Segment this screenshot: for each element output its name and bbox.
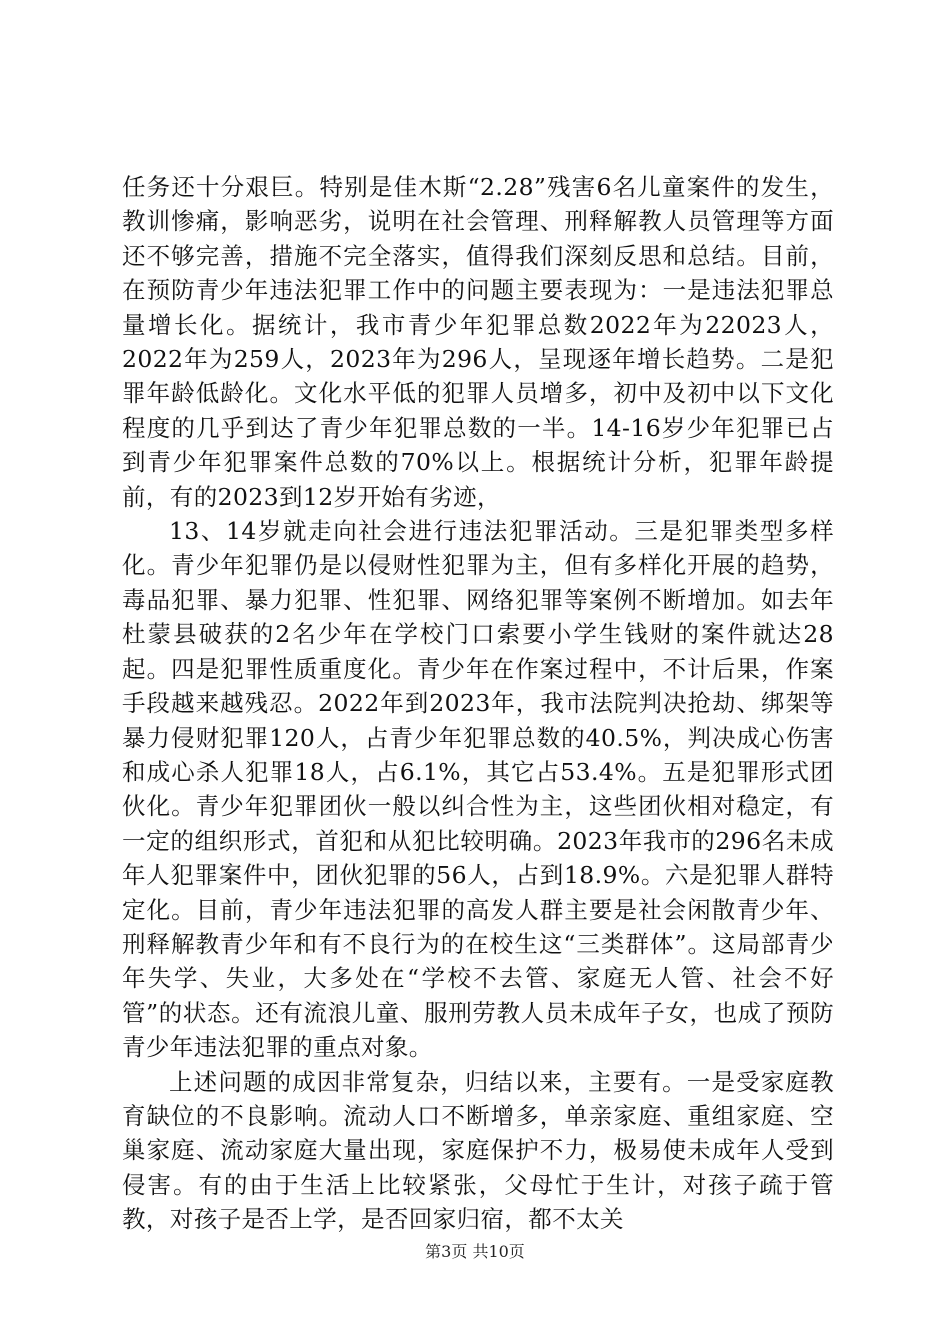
paragraph-1: 任务还十分艰巨。特别是佳木斯“2.28”残害6名儿童案件的发生，教训惨痛，影响恶劣，说明在社会管理、刑释解教人员管理等方面还不够完善，措施不完全落实，值得我们深刻反思和总结。目前，在预防青少年违法犯罪工作中的问题主要表现为：一是违法犯罪总量增长化。据统计，我市青少年犯罪总数2022年为22023人，2022年为259人，2023年为296人，呈现逐年增长趋势。二是犯罪年龄低龄化。文化水平低的犯罪人员增多，初中及初中以下文化程度的几乎到达了青少年犯罪总数的一半。14-16岁少年犯罪已占到青少年犯罪案件总数的70%以上。根据统计分析，犯罪年龄提前，有的2023到12岁开始有劣迹， [122,173,834,511]
page-footer: 第3页 共10页 [425,1242,525,1261]
body-text [122,170,834,1237]
paragraph-3: 上述问题的成因非常复杂，归结以来，主要有。一是受家庭教育缺位的不良影响。流动人口不断增多，单亲家庭、重组家庭、空巢家庭、流动家庭大量出现，家庭保护不力，极易使未成年人受到侵害。有的由于生活上比较紧张，父母忙于生计，对孩子疏于管教，对孩子是否上学，是否回家归宿，都不太关 [122,1067,834,1234]
paragraph-2: 13、14岁就走向社会进行违法犯罪活动。三是犯罪类型多样化。青少年犯罪仍是以侵财性犯罪为主，但有多样化开展的趋势，毒品犯罪、暴力犯罪、性犯罪、网络犯罪等案例不断增加。如去年杜蒙县破获的2名少年在学校门口索要小学生钱财的案件就达28起。四是犯罪性质重度化。青少年在作案过程中，不计后果，作案手段越来越残忍。2022年到2023年，我市法院判决抢劫、绑架等暴力侵财犯罪120人，占青少年犯罪总数的40.5%，判决成心伤害和成心杀人犯罪18人，占6.1%，其它占53.4%。五是犯罪形式团伙化。青少年犯罪团伙一般以纠合性为主，这些团伙相对稳定，有一定的组织形式，首犯和从犯比较明确。2023年我市的296名未成年人犯罪案件中，团伙犯罪的56人，占到18.9%。六是犯罪人群特定化。目前，青少年违法犯罪的高发人群主要是社会闲散青少年、刑释解教青少年和有不良行为的在校生这“三类群体”。这局部青少年失学、失业，大多处在“学校不去管、家庭无人管、社会不好管”的状态。还有流浪儿童、服刑劳教人员未成年子女，也成了预防青少年违法犯罪的重点对象。 [122,517,834,1062]
